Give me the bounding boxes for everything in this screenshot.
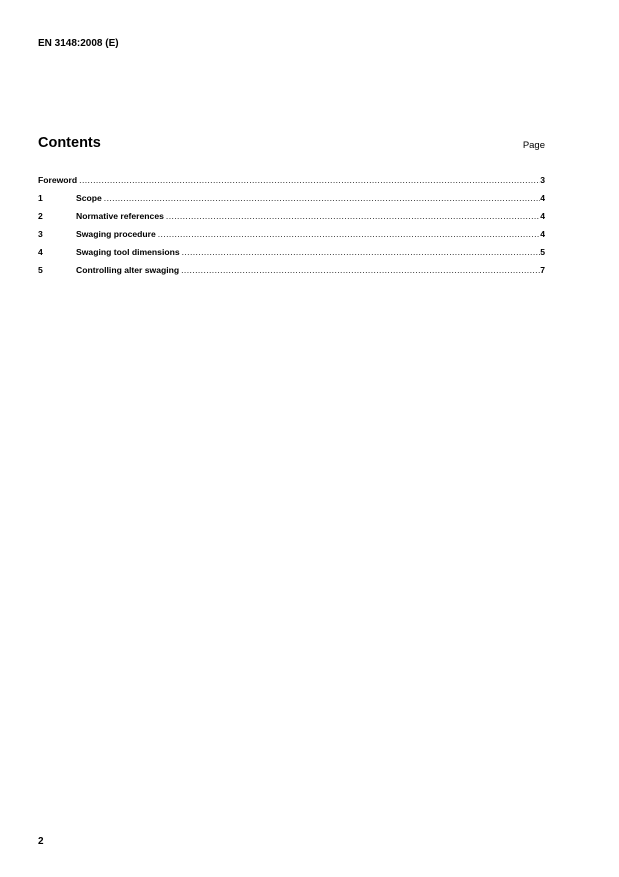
toc-entry-swaging-tool-dimensions[interactable] bbox=[38, 247, 545, 265]
toc-leader-dots bbox=[180, 247, 541, 257]
toc-leader-dots bbox=[102, 193, 540, 203]
toc-entry-title: Controlling alter swaging bbox=[76, 265, 180, 275]
toc-entry-scope[interactable] bbox=[38, 193, 545, 211]
toc-entry-foreword[interactable] bbox=[38, 175, 545, 193]
toc-leader-dots bbox=[164, 211, 540, 221]
toc-entry-page: 4 bbox=[540, 211, 545, 221]
toc-entry-page: 7 bbox=[540, 265, 545, 275]
toc-leader-dots bbox=[77, 175, 540, 185]
toc-entry-title: Swaging procedure bbox=[76, 229, 156, 239]
toc-entry-title: Normative references bbox=[76, 211, 164, 221]
toc-entry-swaging-procedure[interactable] bbox=[38, 229, 545, 247]
table-of-contents bbox=[38, 175, 545, 283]
toc-entry-number: 1 bbox=[38, 193, 43, 203]
contents-heading: Contents bbox=[38, 135, 101, 151]
toc-entry-page: 3 bbox=[540, 175, 545, 185]
document-id-header: EN 3148:2008 (E) bbox=[38, 38, 119, 49]
footer-page-number: 2 bbox=[38, 836, 44, 847]
toc-entry-number: 4 bbox=[38, 247, 43, 257]
page-column-label: Page bbox=[522, 140, 545, 151]
toc-entry-controlling-alter-swaging[interactable] bbox=[38, 265, 545, 283]
toc-entry-title: Foreword bbox=[38, 175, 78, 185]
toc-leader-dots bbox=[179, 265, 540, 275]
toc-entry-title: Scope bbox=[76, 193, 102, 203]
toc-entry-page: 4 bbox=[540, 229, 545, 239]
toc-entry-page: 5 bbox=[540, 247, 545, 257]
toc-entry-number: 3 bbox=[38, 229, 43, 239]
toc-entry-page: 4 bbox=[540, 193, 545, 203]
toc-entry-normative-references[interactable] bbox=[38, 211, 545, 229]
toc-entry-number: 5 bbox=[38, 265, 43, 275]
toc-leader-dots bbox=[156, 229, 540, 239]
toc-entry-title: Swaging tool dimensions bbox=[76, 247, 180, 257]
toc-entry-number: 2 bbox=[38, 211, 43, 221]
